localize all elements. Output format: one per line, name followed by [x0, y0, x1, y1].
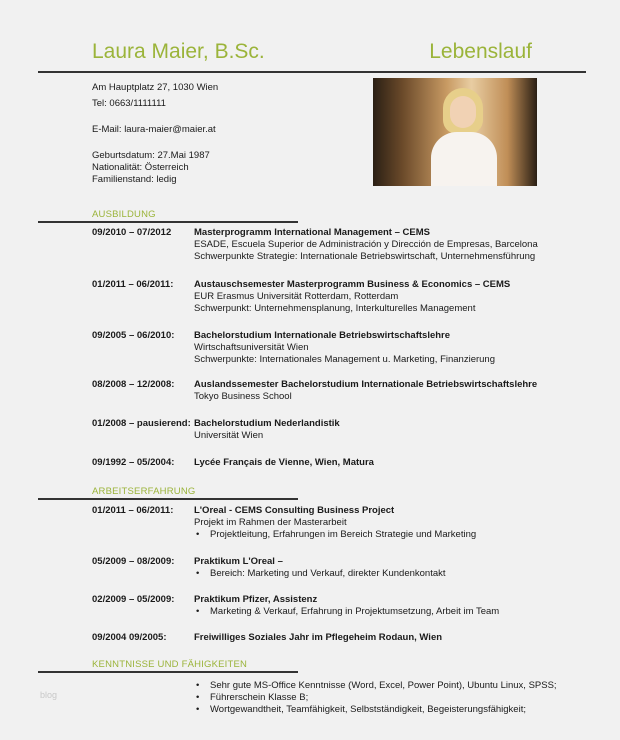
photo-face [450, 96, 476, 128]
contact-phone: Tel: 0663/1111111 [92, 98, 166, 109]
contact-address: Am Hauptplatz 27, 1030 Wien [92, 82, 219, 93]
skill-item: • Sehr gute MS-Office Kenntnisse (Word, Excel, Power Point), Ubuntu Linux, SPSS; [194, 680, 557, 692]
education-title: Masterprogramm International Management – CEMS [194, 227, 430, 238]
work-title: L'Oreal - CEMS Consulting Business Project [194, 505, 395, 516]
education-title: Austauschsemester Masterprogramm Business & Economics – CEMS [194, 279, 511, 290]
work-title: Praktikum Pfizer, Assistenz [194, 594, 318, 605]
education-date: 09/2005 – 06/2010: [92, 330, 175, 341]
education-line: Tokyo Business School [194, 391, 292, 403]
skill-item: • Führerschein Klasse B; [194, 692, 557, 704]
education-line: ESADE, Escuela Superior de Administración y Dirección de Empresas, Barcelona [194, 239, 538, 251]
work-entry [194, 505, 476, 542]
work-bullet: • Projektleitung, Erfahrungen im Bereich Strategie und Marketing [194, 529, 476, 541]
education-date: 01/2011 – 06/2011: [92, 279, 174, 290]
work-title: Freiwilliges Soziales Jahr im Pflegeheim Rodaun, Wien [194, 632, 443, 643]
document-title: Lebenslauf [429, 40, 532, 63]
work-date: 09/2004 09/2005: [92, 632, 167, 643]
work-title: Praktikum L'Oreal – [194, 556, 283, 567]
portrait-photo [373, 78, 537, 186]
work-date: 05/2009 – 08/2009: [92, 556, 175, 567]
work-bullet: • Bereich: Marketing und Verkauf, direkter Kundenkontakt [194, 568, 446, 580]
education-entry [194, 227, 538, 264]
education-entry [194, 279, 510, 316]
education-title: Lycée Français de Vienne, Wien, Matura [194, 457, 374, 468]
work-entry [194, 632, 442, 644]
education-line: EUR Erasmus Universität Rotterdam, Rotterdam [194, 291, 399, 303]
contact-nationality: Nationalität: Österreich [92, 162, 189, 173]
watermark-text: blog [40, 690, 58, 700]
work-date: 01/2011 – 06/2011: [92, 505, 174, 516]
education-entry [194, 379, 537, 403]
contact-marital-status: Familienstand: ledig [92, 174, 177, 185]
education-date: 01/2008 – pausierend: [92, 418, 191, 429]
education-date: 09/1992 – 05/2004: [92, 457, 175, 468]
work-line: Projekt im Rahmen der Masterarbeit [194, 517, 347, 529]
education-line: Schwerpunkte Strategie: Internationale Betriebswirtschaft, Unternehmensführung [194, 251, 536, 263]
education-title: Bachelorstudium Nederlandistik [194, 418, 340, 429]
header-divider [38, 71, 586, 73]
photo-body [431, 132, 497, 186]
work-bullet: • Marketing & Verkauf, Erfahrung in Projektumsetzung, Arbeit im Team [194, 606, 499, 618]
skills-list [194, 680, 557, 717]
section-divider-education [38, 221, 298, 223]
section-heading-skills: KENNTNISSE UND FÄHIGKEITEN [92, 659, 248, 670]
education-line: Wirtschaftsuniversität Wien [194, 342, 309, 354]
education-entry [194, 418, 340, 442]
section-divider-skills [38, 671, 298, 673]
skill-item: • Wortgewandtheit, Teamfähigkeit, Selbstständigkeit, Begeisterungsfähigkeit; [194, 704, 557, 716]
education-line: Universität Wien [194, 430, 264, 442]
section-heading-work: ARBEITSERFAHRUNG [92, 486, 196, 497]
work-entry [194, 556, 446, 580]
section-heading-education: AUSBILDUNG [92, 209, 156, 220]
education-date: 08/2008 – 12/2008: [92, 379, 175, 390]
education-title: Bachelorstudium Internationale Betriebswirtschaftslehre [194, 330, 451, 341]
education-entry [194, 330, 495, 367]
contact-birthdate: Geburtsdatum: 27.Mai 1987 [92, 150, 210, 161]
person-name: Laura Maier, B.Sc. [92, 40, 265, 63]
work-entry [194, 594, 499, 618]
education-line: Schwerpunkt: Unternehmensplanung, Interkulturelles Management [194, 303, 476, 315]
section-divider-work [38, 498, 298, 500]
education-date: 09/2010 – 07/2012 [92, 227, 172, 238]
education-title: Auslandssemester Bachelorstudium Internationale Betriebswirtschaftslehre [194, 379, 538, 390]
education-entry [194, 457, 374, 469]
contact-email: E-Mail: laura-maier@maier.at [92, 124, 216, 135]
work-date: 02/2009 – 05/2009: [92, 594, 175, 605]
education-line: Schwerpunkte: Internationales Management u. Marketing, Finanzierung [194, 354, 496, 366]
